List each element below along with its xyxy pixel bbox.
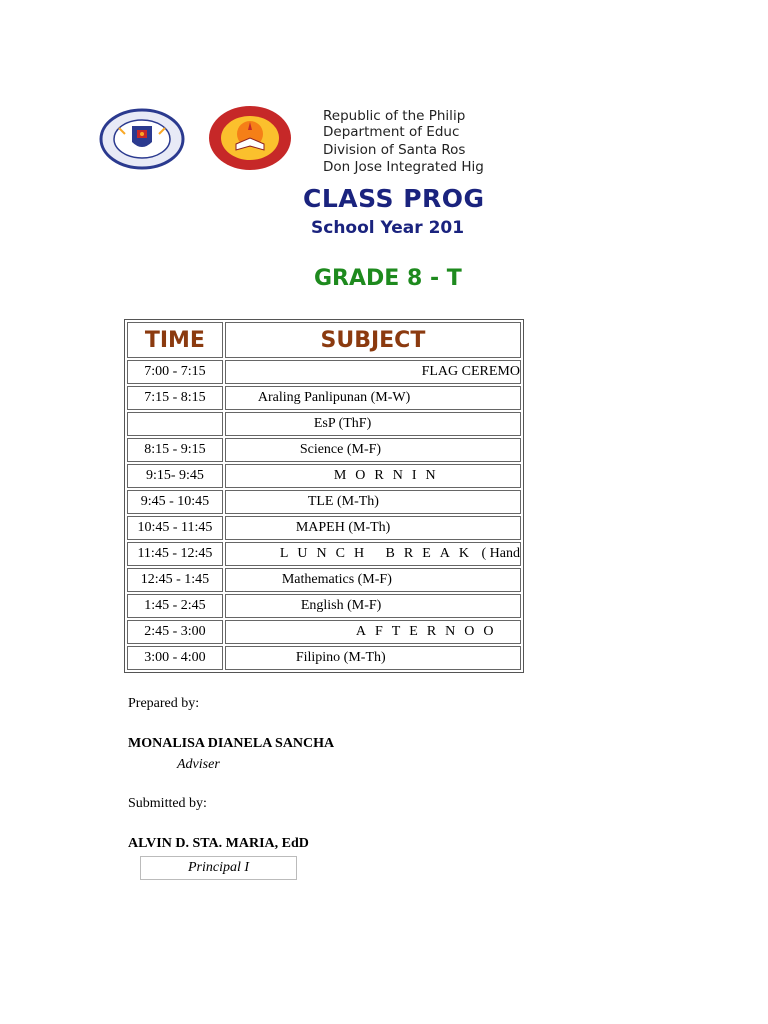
subject-cell: EsP (ThF) (225, 412, 521, 436)
subject-text: FLAG CEREMO (421, 364, 520, 379)
subject-cell: Mathematics (M-F) (225, 568, 521, 592)
subject-cell (225, 360, 521, 384)
table-header-row (127, 322, 521, 358)
table-row (127, 464, 521, 488)
table-row (127, 594, 521, 618)
table-row (127, 568, 521, 592)
header-division: Division of Santa Ros (323, 142, 466, 158)
time-cell: 3:00 - 4:00 (127, 646, 223, 670)
region-seal-logo (208, 104, 293, 172)
subject-cell: Science (M-F) (225, 438, 521, 462)
adviser-name: MONALISA DIANELA SANCHA (128, 736, 335, 751)
subject-cell: MORNIN (225, 464, 521, 488)
time-cell: 9:45 - 10:45 (127, 490, 223, 514)
prepared-by-label: Prepared by: (128, 696, 200, 711)
header-school: Don Jose Integrated Hig (323, 159, 484, 175)
time-cell: 11:45 - 12:45 (127, 542, 223, 566)
subject-cell: MAPEH (M-Th) (225, 516, 521, 540)
table-row (127, 438, 521, 462)
table-row (127, 360, 521, 384)
header-subject: SUBJECT (225, 322, 521, 358)
principal-name: ALVIN D. STA. MARIA, EdD (128, 836, 309, 851)
time-cell: 8:15 - 9:15 (127, 438, 223, 462)
page-title: CLASS PROG (303, 184, 485, 213)
table-row (127, 386, 521, 410)
time-cell: 10:45 - 11:45 (127, 516, 223, 540)
table-row (127, 490, 521, 514)
time-cell: 1:45 - 2:45 (127, 594, 223, 618)
adviser-title: Adviser (177, 757, 220, 772)
subject-cell: AFTERNOO (225, 620, 521, 644)
class-schedule-table (124, 319, 524, 673)
subject-suffix: ( Hand (481, 546, 520, 561)
subject-cell: Araling Panlipunan (M-W) (225, 386, 521, 410)
grade-section: GRADE 8 - T (314, 266, 462, 291)
subject-cell: Filipino (M-Th) (225, 646, 521, 670)
time-cell: 7:15 - 8:15 (127, 386, 223, 410)
header-republic: Republic of the Philip (323, 108, 466, 124)
time-cell (127, 412, 223, 436)
time-cell: 7:00 - 7:15 (127, 360, 223, 384)
deped-seal-logo (99, 108, 185, 170)
header-department: Department of Educ (323, 124, 460, 140)
subject-cell: English (M-F) (225, 594, 521, 618)
time-cell: 2:45 - 3:00 (127, 620, 223, 644)
table-row (127, 542, 521, 566)
table-row (127, 646, 521, 670)
subject-text: LUNCH BREAK (279, 546, 478, 561)
subject-cell (225, 542, 521, 566)
submitted-by-label: Submitted by: (128, 796, 207, 811)
table-row (127, 516, 521, 540)
subject-cell: TLE (M-Th) (225, 490, 521, 514)
header-time: TIME (127, 322, 223, 358)
table-row (127, 412, 521, 436)
time-cell: 9:15- 9:45 (127, 464, 223, 488)
school-year: School Year 201 (311, 218, 465, 238)
table-row (127, 620, 521, 644)
time-cell: 12:45 - 1:45 (127, 568, 223, 592)
principal-title: Principal I (140, 856, 297, 880)
